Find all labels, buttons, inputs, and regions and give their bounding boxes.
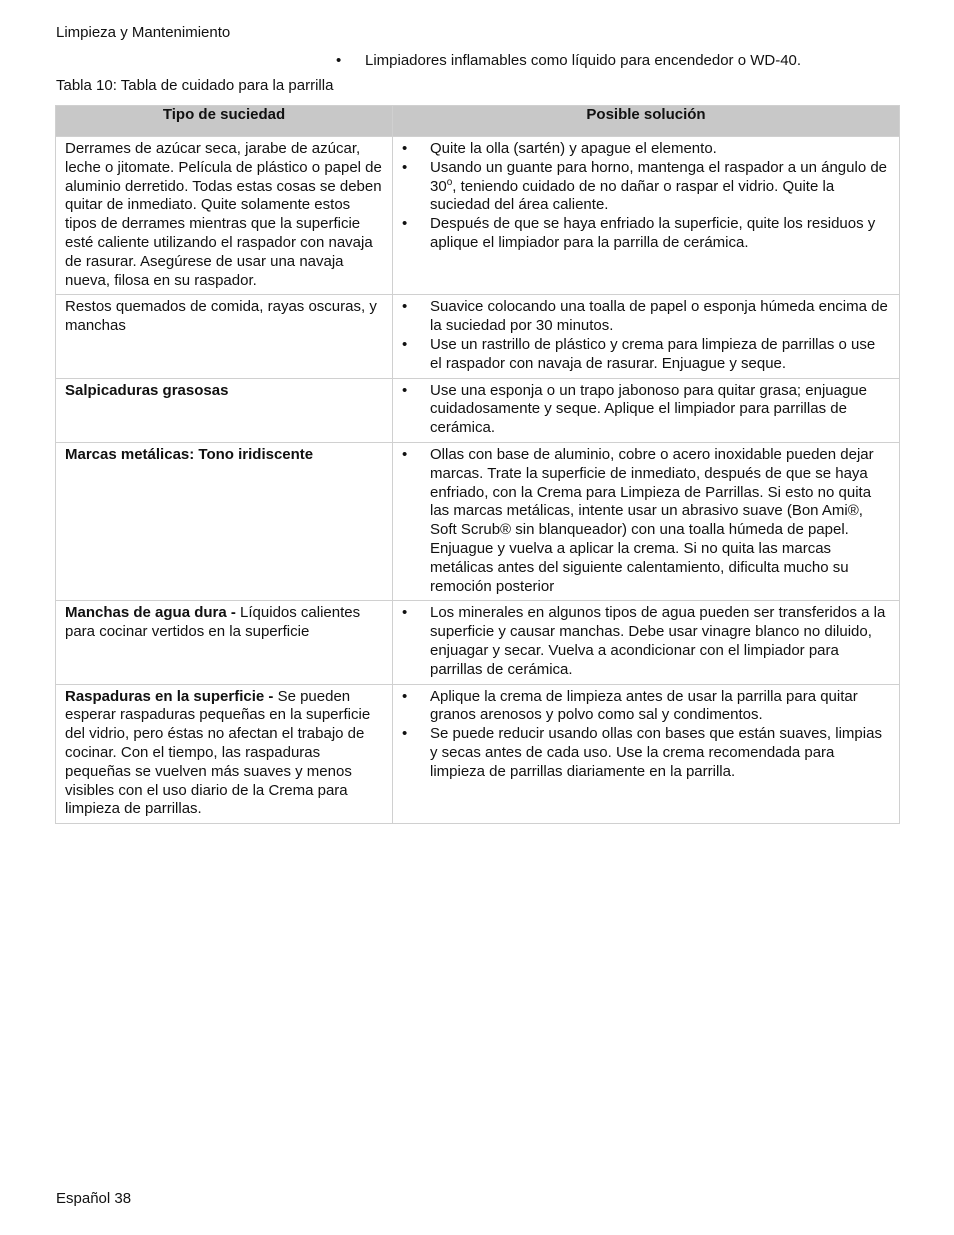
solution-list: [402, 688, 890, 782]
solution-item: • Aplique la crema de limpieza antes de usar la parrilla para quitar granos arenosos y polvo como sal y condimentos.: [402, 687, 858, 724]
soil-type-cell: [56, 601, 393, 684]
degree-superscript: o: [446, 176, 453, 188]
table-row: [56, 601, 900, 684]
page-footer: Español 38: [56, 1190, 132, 1207]
solution-item: • Usando un guante para horno, mantenga el raspador a un ángulo de 30$^o$, teniendo cuidado de no dañar o raspar el vidrio. Quite la suciedad del área caliente.: [402, 158, 888, 214]
bullet-icon: •: [402, 445, 408, 463]
table-row: [56, 137, 900, 295]
solution-cell: [393, 442, 900, 600]
solution-cell: [393, 137, 900, 295]
solution-list: [402, 298, 890, 373]
soil-type-cell: [56, 137, 393, 295]
bullet-icon: •: [402, 725, 408, 743]
soil-type-cell: [56, 684, 393, 824]
table-row: [56, 295, 900, 378]
solution-cell: [393, 378, 900, 442]
solution-cell: [393, 601, 900, 684]
soil-type-text: Derrames de azúcar seca, jarabe de azúcar, leche o jitomate. Película de plástico o papel de aluminio derretido. Todas estas cosas se deben quitar de inmediato. Quite solamente estos tipos de derrames mientras que la superficie esté caliente utilizando el raspador con navaja de rasurar. Asegúrese de usar una navaja nueva, filosa en su raspador.: [65, 140, 382, 289]
solution-list: [402, 140, 890, 253]
solution-item: • Suavice colocando una toalla de papel o esponja húmeda encima de la suciedad por 30 minutos.: [402, 298, 888, 335]
soil-type-text: Líquidos calientes para cocinar vertidos en la superficie: [65, 604, 361, 641]
bullet-icon: •: [402, 381, 408, 399]
bullet-icon: •: [402, 298, 408, 316]
solution-item: • Los minerales en algunos tipos de agua pueden ser transferidos a la superficie y causar manchas. Debe usar vinagre blanco no diluido, enjuagar y secar. Vuelva a acondicionar con el limpiador para parrillas de cerámica.: [402, 604, 886, 678]
soil-type-cell: [56, 442, 393, 600]
bullet-icon: •: [402, 687, 408, 705]
column-header-solution: Posible solución: [393, 106, 900, 137]
soil-type-bold: Salpicaduras grasosas: [65, 381, 229, 399]
soil-type-text: Se pueden esperar raspaduras pequeñas en la superficie del vidrio, pero éstas no afectan el trabajo de cocinar. Con el tiempo, las raspaduras pequeñas se vuelven más suaves y menos visibles con el uso diario de la Crema para limpieza de parrillas.: [65, 687, 371, 818]
table-row: [56, 378, 900, 442]
table-header-row: [56, 106, 900, 137]
soil-type-bold: Manchas de agua dura -: [65, 604, 241, 622]
section-title: Limpieza y Mantenimiento: [56, 24, 231, 41]
solution-cell: [393, 684, 900, 824]
bullet-icon: •: [402, 604, 408, 622]
bullet-icon: •: [402, 158, 408, 176]
column-header-soil-type: Tipo de suciedad: [56, 106, 393, 137]
soil-type-cell: [56, 378, 393, 442]
soil-type-cell: [56, 295, 393, 378]
solution-list: [402, 604, 890, 679]
bullet-icon: •: [402, 215, 408, 233]
table-row: [56, 684, 900, 824]
soil-type-bold: Raspaduras en la superficie -: [65, 687, 278, 705]
solution-item: • Después de que se haya enfriado la superficie, quite los residuos y aplique el limpiador para la parrilla de cerámica.: [402, 215, 876, 251]
bullet-icon: •: [402, 335, 408, 353]
solution-item: • Use un rastrillo de plástico y crema para limpieza de parrillas o use el raspador con navaja de rasurar. Enjuague y seque.: [402, 335, 876, 372]
solution-item: • Ollas con base de aluminio, cobre o acero inoxidable pueden dejar marcas. Trate la superficie de inmediato, después de que se haya enfriado, con la Crema para Limpieza de Parrillas. Si esto no quita las marcas metálicas, intente usar un abrasivo suave (Bon Ami®, Soft Scrub® sin blanqueador) con una toalla húmeda de papel. Enjuague y vuelva a aplicar la crema. Si no quita las marcas metálicas antes del siguiente calentamiento, dificulta mucho su remoción posterior: [402, 445, 874, 595]
solution-cell: [393, 295, 900, 378]
solution-list: [402, 382, 890, 438]
solution-list: [402, 446, 890, 596]
solution-item: • Se puede reducir usando ollas con bases que están suaves, limpias y secas antes de cada uso. Use la crema recomendada para limpieza de parrillas diariamente en la parrilla.: [402, 725, 882, 780]
soil-type-bold: Marcas metálicas: Tono iridiscente: [65, 445, 314, 463]
solution-item: • Quite la olla (sartén) y apague el elemento.: [402, 140, 717, 157]
care-table: [55, 105, 900, 824]
intro-bullet-text: Limpiadores inflamables como líquido para encendedor o WD-40.: [365, 52, 802, 69]
solution-item: • Use una esponja o un trapo jabonoso para quitar grasa; enjuague cuidadosamente y seque. Aplique el limpiador para parrillas de cerámica.: [402, 381, 867, 437]
bullet-icon: •: [402, 140, 408, 157]
table-row: [56, 442, 900, 600]
soil-type-text: Restos quemados de comida, rayas oscuras, y manchas: [65, 298, 377, 335]
table-caption: Tabla 10: Tabla de cuidado para la parrilla: [56, 77, 334, 94]
bullet-icon: •: [336, 52, 342, 69]
